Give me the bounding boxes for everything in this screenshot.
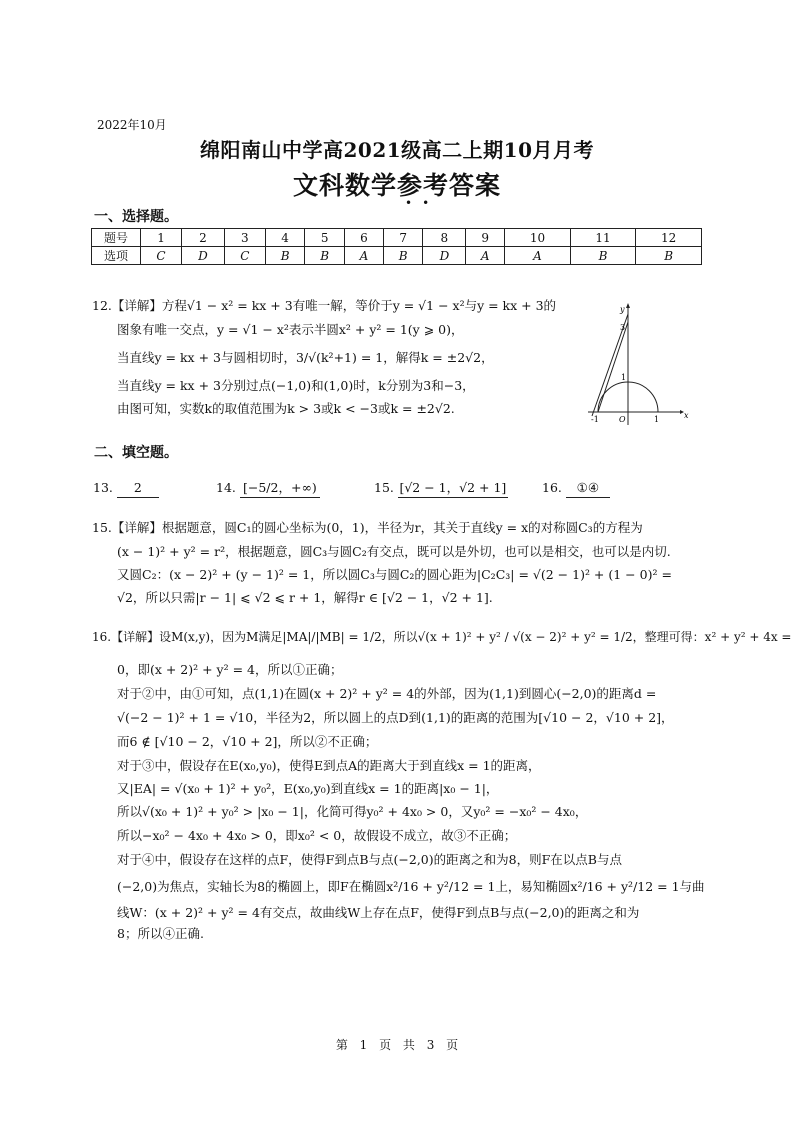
answer-choice: A [344,247,383,265]
table-row-answers [92,247,702,265]
row-label: 选项 [92,247,141,265]
question-number: 7 [383,229,423,247]
section-2-heading: 二、填空题。 [94,445,178,461]
answer-13-value: 2 [117,479,159,498]
section-1-heading: 一、选择题。 [94,209,178,225]
question-number: 5 [305,229,345,247]
q16-line: 对于③中，假设存在E(x₀,y₀)，使得E到点A的距离大于到直线x = 1的距离， [117,758,541,773]
q12-graph [580,300,690,430]
tick-1-y: 1 [621,373,627,382]
answer-key-title: 文科数学参考答案 [292,171,501,200]
question-number: 11 [570,229,636,247]
tick-1-x: 1 [654,415,660,424]
q16-line: 线W：(x + 2)² + y² = 4有交点，故曲线W上存在点F，使得F到点B与点(−2,0)的距离之和为 [117,905,640,920]
q16-line: 对于④中，假设存在这样的点F，使得F到点B与点(−2,0)的距离之和为8，则F在以点B与点 [117,852,622,867]
question-number: 8 [423,229,466,247]
exam-date: 2022年10月 [97,118,167,132]
answer-choice: D [182,247,225,265]
row-label: 题号 [92,229,141,247]
q16-line: 又|EA| = √(x₀ + 1)² + y₀²，E(x₀,y₀)到直线x = 1的距离|x₀ − 1|， [117,781,499,796]
answer-choice: C [224,247,265,265]
table-row-questions [92,229,702,247]
answer-choice: A [466,247,505,265]
q12-line: 当直线y = kx + 3分别过点(−1,0)和(1,0)时，k分别为3和−3， [117,378,475,393]
origin-label: O [619,415,626,424]
question-number: 9 [466,229,505,247]
q16-line: 16.【详解】设M(x,y)，因为M满足|MA|/|MB| = 1/2，所以√(x + 1)² + y² / √(x − 2)² + y² = 1/2，整理可得：x² + y² + 4x = [92,630,792,644]
answer-choice: B [383,247,423,265]
answer-choice: C [141,247,182,265]
tick-neg1: -1 [591,415,599,424]
exam-title: 绵阳南山中学高2021级高二上期10月月考 [200,138,594,162]
question-number: 3 [224,229,265,247]
page-footer: 第 1 页 共 3 页 [335,1038,459,1052]
answer-14-value: [−5/2，+∞) [240,479,320,498]
tick-3: 3 [620,323,626,332]
question-number: 4 [265,229,305,247]
answer-15-value: [√2 − 1，√2 + 1] [398,479,508,498]
answer-choice: B [636,247,702,265]
q12-line: 当直线y = kx + 3与圆相切时，3/√(k²+1) = 1，解得k = ±2√2， [117,350,494,365]
y-axis-arrow [626,303,630,308]
q16-line: 而6 ∉ [√10 − 2，√10 + 2]，所以②不正确； [117,734,378,749]
question-number: 10 [505,229,571,247]
q12-line: 图象有唯一交点，y = √1 − x²表示半圆x² + y² = 1(y ⩾ 0)， [117,322,464,337]
question-number: 12 [636,229,702,247]
answer-choice: D [423,247,466,265]
question-number: 2 [182,229,225,247]
q15-line: 15.【详解】根据题意，圆C₁的圆心坐标为(0，1)，半径为r，其关于直线y = x的对称圆C₃的方程为 [92,520,643,535]
q16-line: 所以−x₀² − 4x₀ + 4x₀ > 0，即x₀² < 0，故假设不成立，故③不正确； [117,828,517,843]
answer-14-label: 14. [216,480,236,495]
q12-line: 12.【详解】方程√1 − x² = kx + 3有唯一解，等价于y = √1 − x²与y = kx + 3的 [92,298,557,313]
y-label: y [620,305,625,314]
question-number: 6 [344,229,383,247]
emphasis-dots: •• [405,196,440,210]
answer-13-label: 13. [93,480,113,495]
q16-line: √(−2 − 1)² + 1 = √10，半径为2，所以圆上的点D到(1,1)的距离的范围为[√10 − 2，√10 + 2]， [117,710,674,725]
answer-13 [93,479,159,498]
answer-choice: A [505,247,571,265]
answer-choice: B [570,247,636,265]
q15-line: (x − 1)² + y² = r²，根据题意，圆C₃与圆C₂有交点，既可以是外切，也可以是相交，也可以是内切. [117,544,671,559]
q12-line: 由图可知，实数k的取值范围为k > 3或k < −3或k = ±2√2. [117,401,455,416]
line-k3 [598,322,628,412]
answer-15 [374,479,508,498]
answer-16-value: ①④ [566,479,610,498]
answer-14 [216,479,320,498]
answer-choice: B [305,247,345,265]
q16-line: 所以√(x₀ + 1)² + y₀² > |x₀ − 1|，化简可得y₀² + 4x₀ > 0，又y₀² = −x₀² − 4x₀， [117,804,588,819]
answer-15-label: 15. [374,480,394,495]
answer-table [91,228,702,265]
q15-line: 又圆C₂：(x − 2)² + (y − 1)² = 1，所以圆C₃与圆C₂的圆心距为|C₂C₃| = √(2 − 1)² + (1 − 0)² = [117,567,672,582]
answer-16 [542,479,610,498]
x-label: x [684,411,689,420]
question-number: 1 [141,229,182,247]
answer-16-label: 16. [542,480,562,495]
q16-line: 对于②中，由①可知，点(1,1)在圆(x + 2)² + y² = 4的外部，因为(1,1)到圆心(−2,0)的距离d = [117,686,657,701]
q16-line: 0，即(x + 2)² + y² = 4，所以①正确； [117,662,343,677]
q16-line: 8；所以④正确. [117,926,204,941]
q15-line: √2，所以只需|r − 1| ⩽ √2 ⩽ r + 1，解得r ∈ [√2 − 1，√2 + 1]. [117,590,493,605]
q16-line: (−2,0)为焦点，实轴长为8的椭圆上，即F在椭圆x²/16 + y²/12 = 1上，易知椭圆x²/16 + y²/12 = 1与曲 [117,879,705,894]
answer-choice: B [265,247,305,265]
